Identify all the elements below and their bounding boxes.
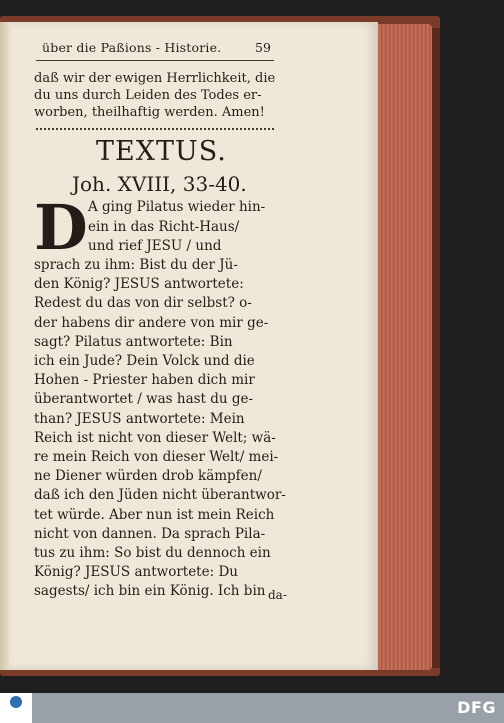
dotted-divider <box>36 128 274 130</box>
text-line: sagests/ ich bin ein König. Ich bin <box>34 583 266 600</box>
text-line: tet würde. Aber nun ist mein Reich <box>34 506 275 523</box>
body-text <box>34 256 288 602</box>
logo-emblem-icon <box>10 696 22 708</box>
text-line: du uns durch Leiden des Todes er- <box>34 88 262 103</box>
text-line: Hohen - Priester haben dich mir <box>34 372 255 389</box>
text-line: Redest du das von dir selbst? o- <box>34 295 252 312</box>
text-line: König? JESUS antwortete: Du <box>34 564 238 581</box>
catchword: da- <box>268 588 287 602</box>
decorated-initial: D <box>34 191 88 264</box>
bible-reference: Joh. XVIII, 33-40. <box>72 172 247 196</box>
text-line: re mein Reich von dieser Welt/ mei- <box>34 449 279 466</box>
text-line: ein in das Richt-Haus/ <box>88 218 240 235</box>
library-logo <box>0 693 32 723</box>
text-line: daß ich den Jüden nicht überantwor- <box>34 487 286 504</box>
page-number: 59 <box>255 40 271 55</box>
text-line: than? JESUS antwortete: Mein <box>34 410 245 427</box>
text-line: nicht von dannen. Da sprach Pila- <box>34 525 266 542</box>
viewer-footer-bar <box>0 693 504 723</box>
cover-edge-shadow <box>432 28 440 668</box>
dfg-logo: DFG <box>457 698 496 717</box>
text-line: ne Diener würden drob kämpfen/ <box>34 468 262 485</box>
text-line: daß wir der ewigen Herrlichkeit, die <box>34 71 276 86</box>
text-line: und rief JESU / und <box>88 238 222 254</box>
text-line: der habens dir andere von mir ge- <box>34 314 269 331</box>
text-line: sprach zu ihm: Bist du der Jü- <box>34 257 238 273</box>
text-line: A ging Pilatus wieder hin- <box>88 199 266 215</box>
text-line: sagt? Pilatus antwortete: Bin <box>34 333 233 350</box>
text-line: Reich ist nicht von dieser Welt; wä- <box>34 429 276 446</box>
left-page-edge <box>0 22 10 670</box>
text-line: den König? JESUS antwortete: <box>34 276 244 293</box>
body-text-beside-initial <box>88 198 288 257</box>
header-rule <box>36 60 274 61</box>
section-title: TEXTUS. <box>96 136 227 167</box>
text-line: ich ein Jude? Dein Volck und die <box>34 353 255 370</box>
page-fore-edge <box>378 24 432 670</box>
top-text-block <box>34 70 294 121</box>
running-head: über die Paßions - Historie. <box>42 40 222 55</box>
text-line: überantwortet / was hast du ge- <box>34 391 254 408</box>
text-line: tus zu ihm: So bist du dennoch ein <box>34 545 271 562</box>
text-line: worben, theilhaftig werden. Amen! <box>34 105 265 120</box>
